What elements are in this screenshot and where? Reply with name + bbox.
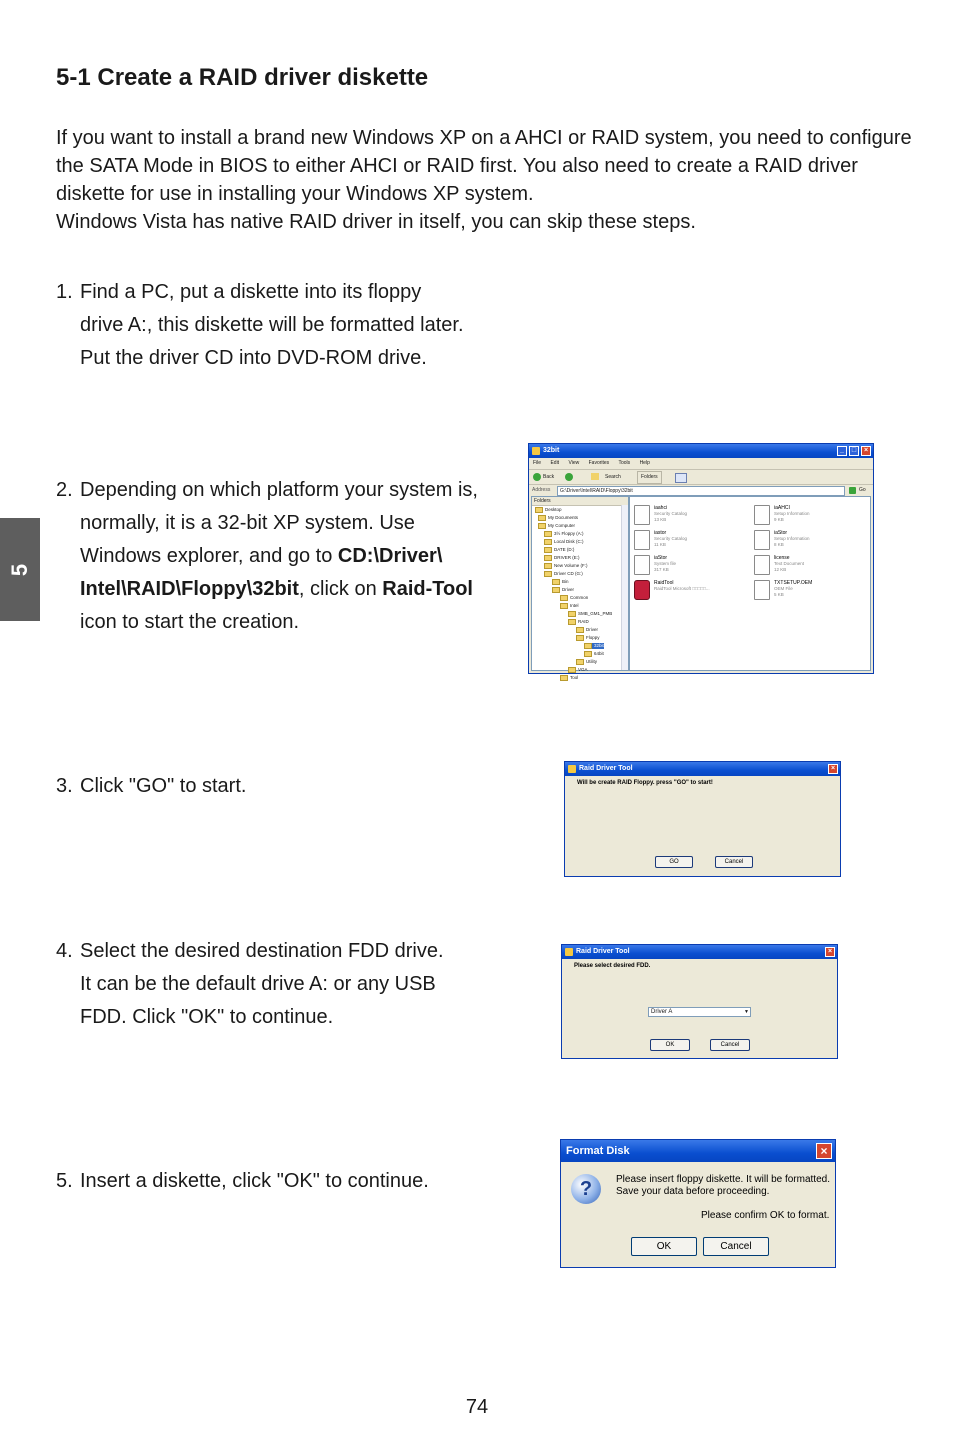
tool-name: Raid-Tool (382, 578, 473, 600)
dialog-title: Raid Driver Tool (579, 765, 633, 772)
tree-item-smb[interactable]: SMB_GM1_PMB (568, 611, 612, 617)
go-arrow-icon[interactable] (849, 487, 856, 494)
step-text: FDD. Click "OK" to continue. (80, 1006, 334, 1028)
file-item[interactable]: license Text Document 12 KB (754, 553, 864, 577)
dialog-title: Format Disk (566, 1145, 630, 1157)
tree-item-intel[interactable]: Intel (560, 603, 579, 609)
tree-item-date-d[interactable]: DATE (D:) (544, 547, 574, 553)
explorer-window (528, 443, 874, 681)
format-disk-dialog (560, 1139, 836, 1268)
setup-info-icon (754, 530, 770, 550)
step-text-part: Depending on which platform your system is, normally, it is a 32-bit XP system. Use Windows explorer, and go to (80, 479, 478, 567)
folders-pane (531, 496, 629, 681)
cancel-button[interactable]: Cancel (715, 856, 753, 868)
setup-info-icon (754, 505, 770, 525)
page-heading: 5-1 Create a RAID driver diskette (56, 64, 429, 91)
dialog-title: Raid Driver Tool (576, 948, 630, 955)
chapter-tab (0, 518, 40, 621)
step-text-part: , click on (298, 578, 383, 600)
intro-text (56, 124, 916, 236)
close-button[interactable]: × (816, 1143, 832, 1159)
step-2 (56, 474, 496, 639)
tree-item-vga[interactable]: VGA (568, 667, 588, 673)
tree-item-driver-cd-g[interactable]: Driver CD (G:) (544, 571, 583, 577)
catalog-icon (634, 505, 650, 525)
raidtool-icon (634, 580, 650, 600)
step-number: 4. (56, 940, 73, 962)
cancel-button[interactable]: Cancel (703, 1237, 769, 1256)
file-item[interactable]: iaStor System file 317 KB (634, 553, 744, 577)
step-number: 2. (56, 479, 73, 501)
search-button[interactable]: Search (605, 474, 621, 480)
tree-item-common[interactable]: Common (560, 595, 588, 601)
step-text: Insert a diskette, click "OK" to continue. (80, 1170, 429, 1192)
tree-item-raid-driver[interactable]: Driver (576, 627, 598, 633)
menu-tools[interactable]: Tools (618, 460, 631, 466)
back-button[interactable]: Back (543, 474, 555, 480)
step-number: 1. (56, 281, 73, 303)
close-button[interactable]: × (828, 764, 838, 774)
message-line: Save your data before proceeding. (616, 1186, 770, 1197)
close-button[interactable]: × (825, 947, 835, 957)
file-item-raidtool[interactable]: RaidTool RaidTool Microsoft □□□□□... (634, 578, 744, 602)
tree-item-floppy[interactable]: Floppy (576, 635, 600, 641)
go-button[interactable]: GO (655, 856, 693, 868)
forward-arrow-icon[interactable] (565, 473, 573, 481)
explorer-toolbar (529, 469, 873, 484)
dialog-message: Will be create RAID Floppy. press "GO" to start! (577, 780, 713, 786)
tree-item-raid[interactable]: RAID (568, 619, 589, 625)
menu-view[interactable]: View (568, 460, 580, 466)
address-label: Address (532, 487, 551, 493)
path-text: CD:\Driver\ Intel\RAID\Floppy\32bit (80, 545, 443, 600)
app-icon (565, 948, 573, 956)
tree-item-tool[interactable]: Tool (560, 675, 578, 681)
minimize-button[interactable]: _ (837, 446, 847, 456)
ok-button[interactable]: OK (631, 1237, 697, 1256)
file-item[interactable]: iaStor Setup Information 8 KB (754, 528, 864, 552)
step-number: 5. (56, 1170, 73, 1192)
catalog-icon (634, 530, 650, 550)
file-item[interactable]: TXTSETUP.OEM OEM File 5 KB (754, 578, 864, 602)
step-text-part: icon to start the creation. (80, 611, 300, 633)
oem-file-icon (754, 580, 770, 600)
file-item[interactable]: iastor Security Catalog 11 KB (634, 528, 744, 552)
step-4 (56, 935, 516, 1034)
app-icon (568, 765, 576, 773)
folders-button[interactable]: Folders (637, 471, 662, 484)
tree-item-32bit[interactable]: 32bit (584, 643, 604, 649)
message-line: Please insert floppy diskette. It will be formatted. (616, 1174, 830, 1185)
go-button[interactable]: Go (859, 487, 866, 493)
chapter-number: 5 (7, 563, 32, 576)
back-arrow-icon[interactable] (533, 473, 541, 481)
tree-item-my-documents[interactable]: My Documents (538, 515, 578, 521)
chevron-down-icon[interactable]: ▼ (744, 1009, 749, 1015)
dialog-titlebar (561, 1140, 835, 1162)
raid-tool-fdd-dialog (561, 944, 838, 1059)
step-text: Find a PC, put a diskette into its floppy (80, 281, 422, 303)
step-5 (56, 1165, 516, 1198)
tree-item-desktop[interactable]: Desktop (535, 507, 562, 513)
maximize-button[interactable]: □ (849, 446, 859, 456)
menu-file[interactable]: File (533, 460, 542, 466)
tree-item-64bit[interactable]: 64bit (584, 651, 604, 657)
tree-item-driver[interactable]: Driver (552, 587, 574, 593)
tree-item-bin[interactable]: Bin (552, 579, 569, 585)
system-file-icon (634, 555, 650, 575)
step-text: drive A:, this diskette will be formatted later. (80, 314, 464, 336)
fdd-drive-select[interactable] (648, 1007, 751, 1017)
address-input[interactable]: G:\Driver\Intel\RAID\Floppy\32bit (557, 486, 845, 496)
folders-header: Folders (532, 497, 628, 506)
step-1 (56, 276, 516, 375)
intro-note: Windows Vista has native RAID driver in itself, you can skip these steps. (56, 211, 696, 233)
explorer-titlebar (529, 444, 873, 458)
folders-scrollbar[interactable] (621, 505, 628, 670)
step-text: Put the driver CD into DVD-ROM drive. (80, 347, 427, 369)
close-button[interactable]: × (861, 446, 871, 456)
intro-paragraph: If you want to install a brand new Windows XP on a AHCI or RAID system, you need to configure the SATA Mode in BIOS to either AHCI or RAID first. You also need to create a RAID driver diskette for use in installing your Windows XP system. (56, 127, 912, 205)
dialog-titlebar (562, 945, 837, 959)
step-number: 3. (56, 775, 73, 797)
views-icon[interactable] (675, 473, 687, 483)
window-title: 32bit (543, 447, 560, 454)
tree-item-utility[interactable]: Utility (576, 659, 597, 665)
ok-button[interactable]: OK (650, 1039, 690, 1051)
address-bar (529, 484, 873, 496)
dialog-titlebar (565, 762, 840, 776)
file-item[interactable]: iaahci Security Catalog 13 KB (634, 503, 744, 527)
up-folder-icon[interactable] (591, 473, 599, 480)
step-3 (56, 770, 516, 803)
menu-bar (529, 458, 873, 468)
step-text: Click "GO" to start. (80, 775, 247, 797)
file-item[interactable]: iaAHCI Setup Information 9 KB (754, 503, 864, 527)
tree-item-local-disk-c[interactable]: Local Disk (C:) (544, 539, 584, 545)
tree-item-driver-e[interactable]: DRIVER (E:) (544, 555, 580, 561)
dialog-message: Please select desired FDD. (574, 963, 651, 969)
raid-tool-go-dialog (564, 761, 841, 877)
menu-help[interactable]: Help (639, 460, 650, 466)
tree-item-floppy-a[interactable]: 3½ Floppy (A:) (544, 531, 584, 537)
page-number: 74 (465, 1396, 489, 1418)
question-icon: ? (571, 1174, 601, 1204)
step-text: It can be the default drive A: or any USB (80, 973, 436, 995)
step-text (80, 474, 496, 639)
menu-edit[interactable]: Edit (550, 460, 560, 466)
tree-item-my-computer[interactable]: My Computer (538, 523, 575, 529)
files-pane (629, 496, 871, 671)
cancel-button[interactable]: Cancel (710, 1039, 750, 1051)
tree-item-new-volume-f[interactable]: New Volume (F:) (544, 563, 588, 569)
menu-favorites[interactable]: Favorites (588, 460, 610, 466)
step-text: Select the desired destination FDD drive. (80, 940, 444, 962)
text-document-icon (754, 555, 770, 575)
confirm-message: Please confirm OK to format. (701, 1210, 830, 1221)
selected-drive: Driver A (651, 1009, 673, 1015)
folder-icon (532, 447, 540, 455)
format-message (616, 1174, 830, 1198)
